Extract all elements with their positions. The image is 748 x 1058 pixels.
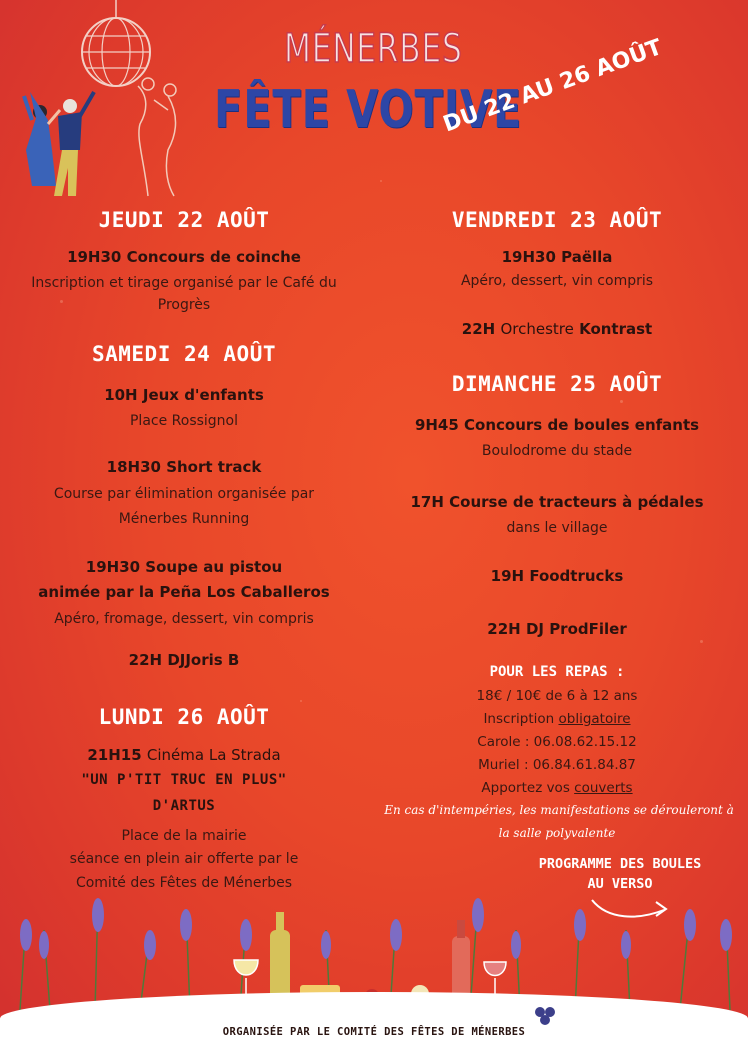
event-place: Place Rossignol [129, 413, 239, 429]
event-name: DJJoris B [167, 651, 240, 669]
day-jeudi: JEUDI 22 AOÛT [98, 208, 270, 232]
event-tracteurs [384, 493, 730, 511]
event-time: 10H [104, 386, 138, 404]
event-dates: DU 22 AU 26 AOÛT [440, 35, 666, 138]
town-title: MÉNERBES [284, 26, 463, 72]
contact-carole: Carole : 06.08.62.15.12 [477, 734, 637, 750]
event-name: Kontrast [579, 320, 653, 338]
event-time: 22H [128, 651, 163, 669]
event-orchestre [384, 320, 730, 338]
event-place: Place de la mairie [121, 828, 247, 844]
event-place: Boulodrome du stade [481, 443, 633, 459]
day-vendredi: VENDREDI 23 AOÛT [451, 208, 663, 232]
event-foodtrucks [384, 567, 730, 585]
boules-line: AU VERSO [587, 876, 653, 892]
repas-title: POUR LES REPAS : [489, 664, 625, 680]
white-ground [0, 992, 748, 1058]
event-dj-prodfiler [384, 620, 730, 638]
repas-inscription [384, 711, 730, 727]
event-paella [384, 248, 730, 266]
event-name: Cinéma La Strada [146, 746, 281, 764]
event-time: 17H [410, 493, 444, 511]
boules-line: PROGRAMME DES BOULES [538, 856, 702, 872]
event-coinche [14, 248, 354, 266]
event-detail: Progrès [157, 297, 211, 313]
event-name: Jeux d'enfants [142, 386, 264, 404]
weather-note-location: la salle polyvalente [498, 826, 616, 840]
event-name: Concours de coinche [126, 248, 301, 266]
event-jeux [14, 386, 354, 404]
event-detail: Course par élimination organisée par [53, 486, 315, 502]
event-time: 22H [461, 320, 496, 338]
event-detail: Apéro, fromage, dessert, vin compris [54, 611, 314, 627]
day-samedi: SAMEDI 24 AOÛT [91, 342, 276, 366]
event-boules-enfants [384, 416, 730, 434]
event-time: 19H [490, 567, 525, 585]
inscription-label: Inscription [483, 711, 555, 727]
event-cinema [14, 746, 354, 764]
event-name: Foodtrucks [529, 567, 624, 585]
event-detail: Inscription et tirage organisé par le Café du [31, 275, 337, 291]
organizer-footer: ORGANISÉE PAR LE COMITÉ DES FÊTES DE MÉNERBES [222, 1026, 526, 1038]
event-time: 18H30 [106, 458, 161, 476]
event-detail: séance en plein air offerte par le [69, 851, 299, 867]
event-detail: Apéro, dessert, vin compris [460, 273, 654, 289]
repas-couverts [384, 780, 730, 796]
boules-notice [520, 856, 720, 892]
event-detail: dans le village [506, 520, 608, 536]
event-time: 21H15 [87, 746, 142, 764]
event-time: 22H [487, 620, 521, 638]
film-author: D'ARTUS [152, 798, 216, 814]
event-dj-joris [14, 651, 354, 669]
couverts-word: couverts [574, 780, 633, 796]
event-prefix: Orchestre [500, 320, 574, 338]
event-time: 19H30 [67, 248, 122, 266]
apportez-label: Apportez vos [481, 780, 570, 796]
right-column [384, 0, 734, 1000]
weather-note: En cas d'intempéries, les manifestations se dérouleront à [384, 803, 734, 817]
speck [380, 180, 382, 182]
event-name: Paëlla [561, 248, 613, 266]
contact-muriel: Muriel : 06.84.61.84.87 [478, 757, 636, 773]
event-name: Short track [166, 458, 262, 476]
day-dimanche: DIMANCHE 25 AOÛT [451, 372, 663, 396]
event-name: Concours de boules enfants [464, 416, 700, 434]
event-name: DJ ProdFiler [525, 620, 627, 638]
repas-price: 18€ / 10€ de 6 à 12 ans [476, 688, 638, 704]
day-lundi: LUNDI 26 AOÛT [98, 705, 270, 729]
event-name: Course de tracteurs à pédales [449, 493, 704, 511]
inscription-required: obligatoire [558, 711, 631, 727]
film-title: "UN P'TIT TRUC EN PLUS" [81, 772, 287, 788]
event-detail: Comité des Fêtes de Ménerbes [75, 875, 293, 891]
event-detail: Ménerbes Running [118, 511, 250, 527]
event-time: 19H30 [501, 248, 556, 266]
event-soupe: 19H30 Soupe au pistou [85, 558, 283, 576]
event-time: 9H45 [414, 416, 459, 434]
event-short-track [14, 458, 354, 476]
left-column [14, 0, 354, 1000]
event-soupe-animation: animée par la Peña Los Caballeros [38, 583, 330, 601]
event-title: FÊTE VOTIVE [214, 80, 523, 140]
